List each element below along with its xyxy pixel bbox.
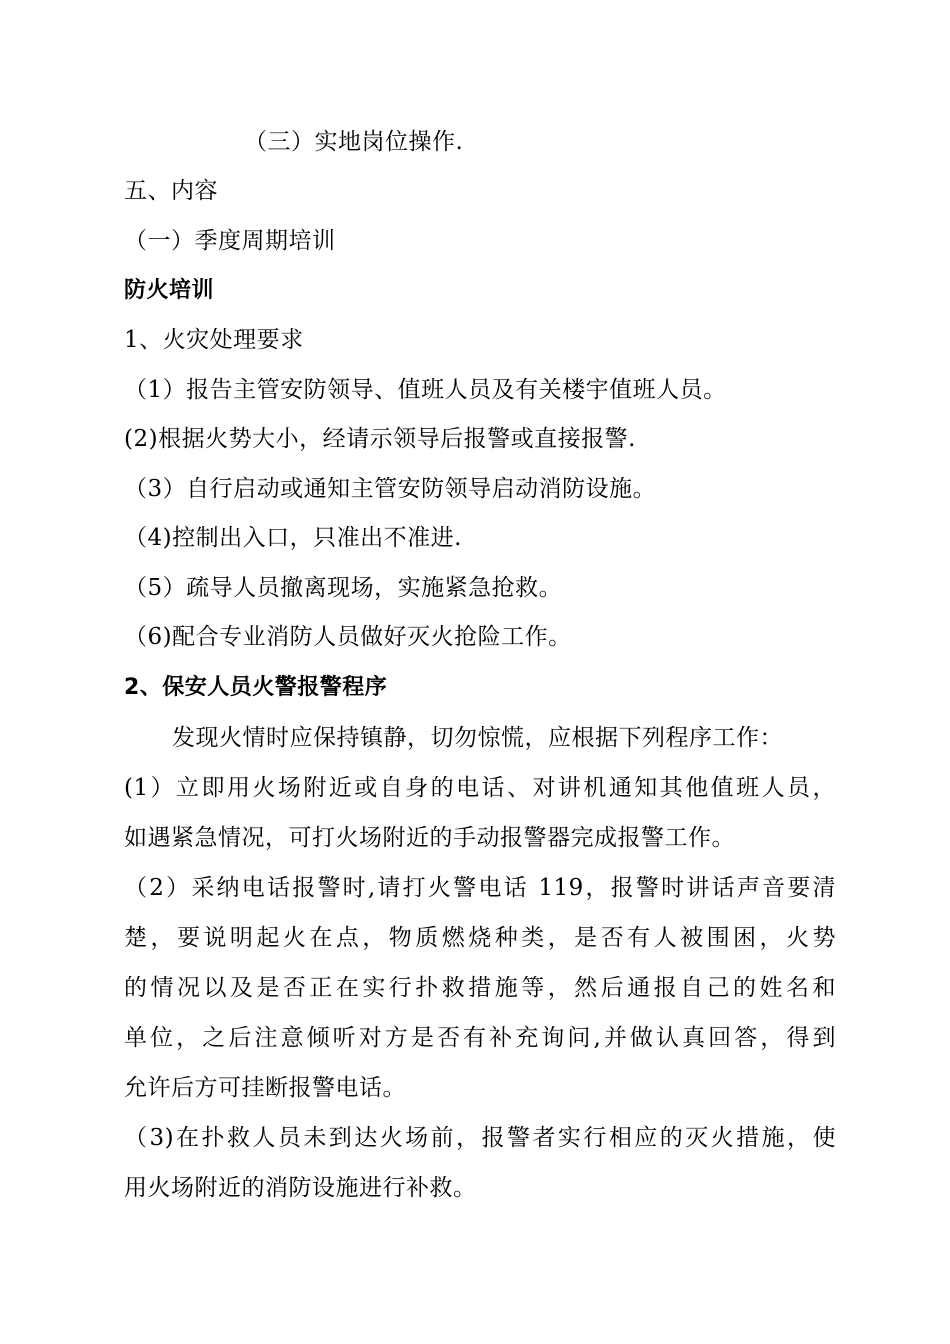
paragraph-line: 楚，要说明起火在点，物质燃烧种类，是否有人被围困，火势 [124, 925, 836, 951]
paragraph-line: 单位，之后注意倾听对方是否有补充询问,并做认真回答，得到 [124, 1025, 836, 1051]
paragraph-line: （3)在扑救人员未到达火场前，报警者实行相应的灭火措施，使 [124, 1125, 836, 1151]
paragraph-line: 允许后方可挂断报警电话。 [124, 1075, 406, 1101]
item-heading-1: 1、火灾处理要求 [124, 327, 304, 353]
subsection-heading-1: （一）季度周期培训 [124, 228, 336, 254]
list-item: （4)控制出入口，只准出不准进. [124, 525, 462, 551]
list-item: （3）自行启动或通知主管安防领导启动消防设施。 [124, 476, 657, 502]
item-heading-2: 2、保安人员火警报警程序 [124, 675, 388, 700]
paragraph-line: 如遇紧急情况，可打火场附近的手动报警器完成报警工作。 [124, 825, 735, 851]
fire-training-heading: 防火培训 [124, 278, 215, 303]
list-item: (2)根据火势大小，经请示领导后报警或直接报警. [124, 426, 636, 452]
paragraph-line: (1）立即用火场附近或自身的电话、对讲机通知其他值班人员， [124, 775, 836, 801]
section-heading-5: 五、内容 [124, 178, 218, 204]
paragraph-line: 的情况以及是否正在实行扑救措施等，然后通报自己的姓名和 [124, 975, 836, 1001]
list-item: （1）报告主管安防领导、值班人员及有关楼宇值班人员。 [124, 377, 727, 403]
subsection-heading-3: （三）实地岗位操作. [244, 129, 464, 155]
list-item: （6)配合专业消防人员做好灭火抢险工作。 [124, 624, 572, 650]
paragraph-line: 发现火情时应保持镇静，切勿惊慌，应根据下列程序工作： [172, 725, 783, 751]
list-item: （5）疏导人员撤离现场，实施紧急抢救。 [124, 575, 563, 601]
paragraph-line: 用火场附近的消防设施进行补救。 [124, 1175, 477, 1201]
paragraph-line: （2）采纳电话报警时,请打火警电话 119，报警时讲话声音要清 [124, 875, 836, 901]
